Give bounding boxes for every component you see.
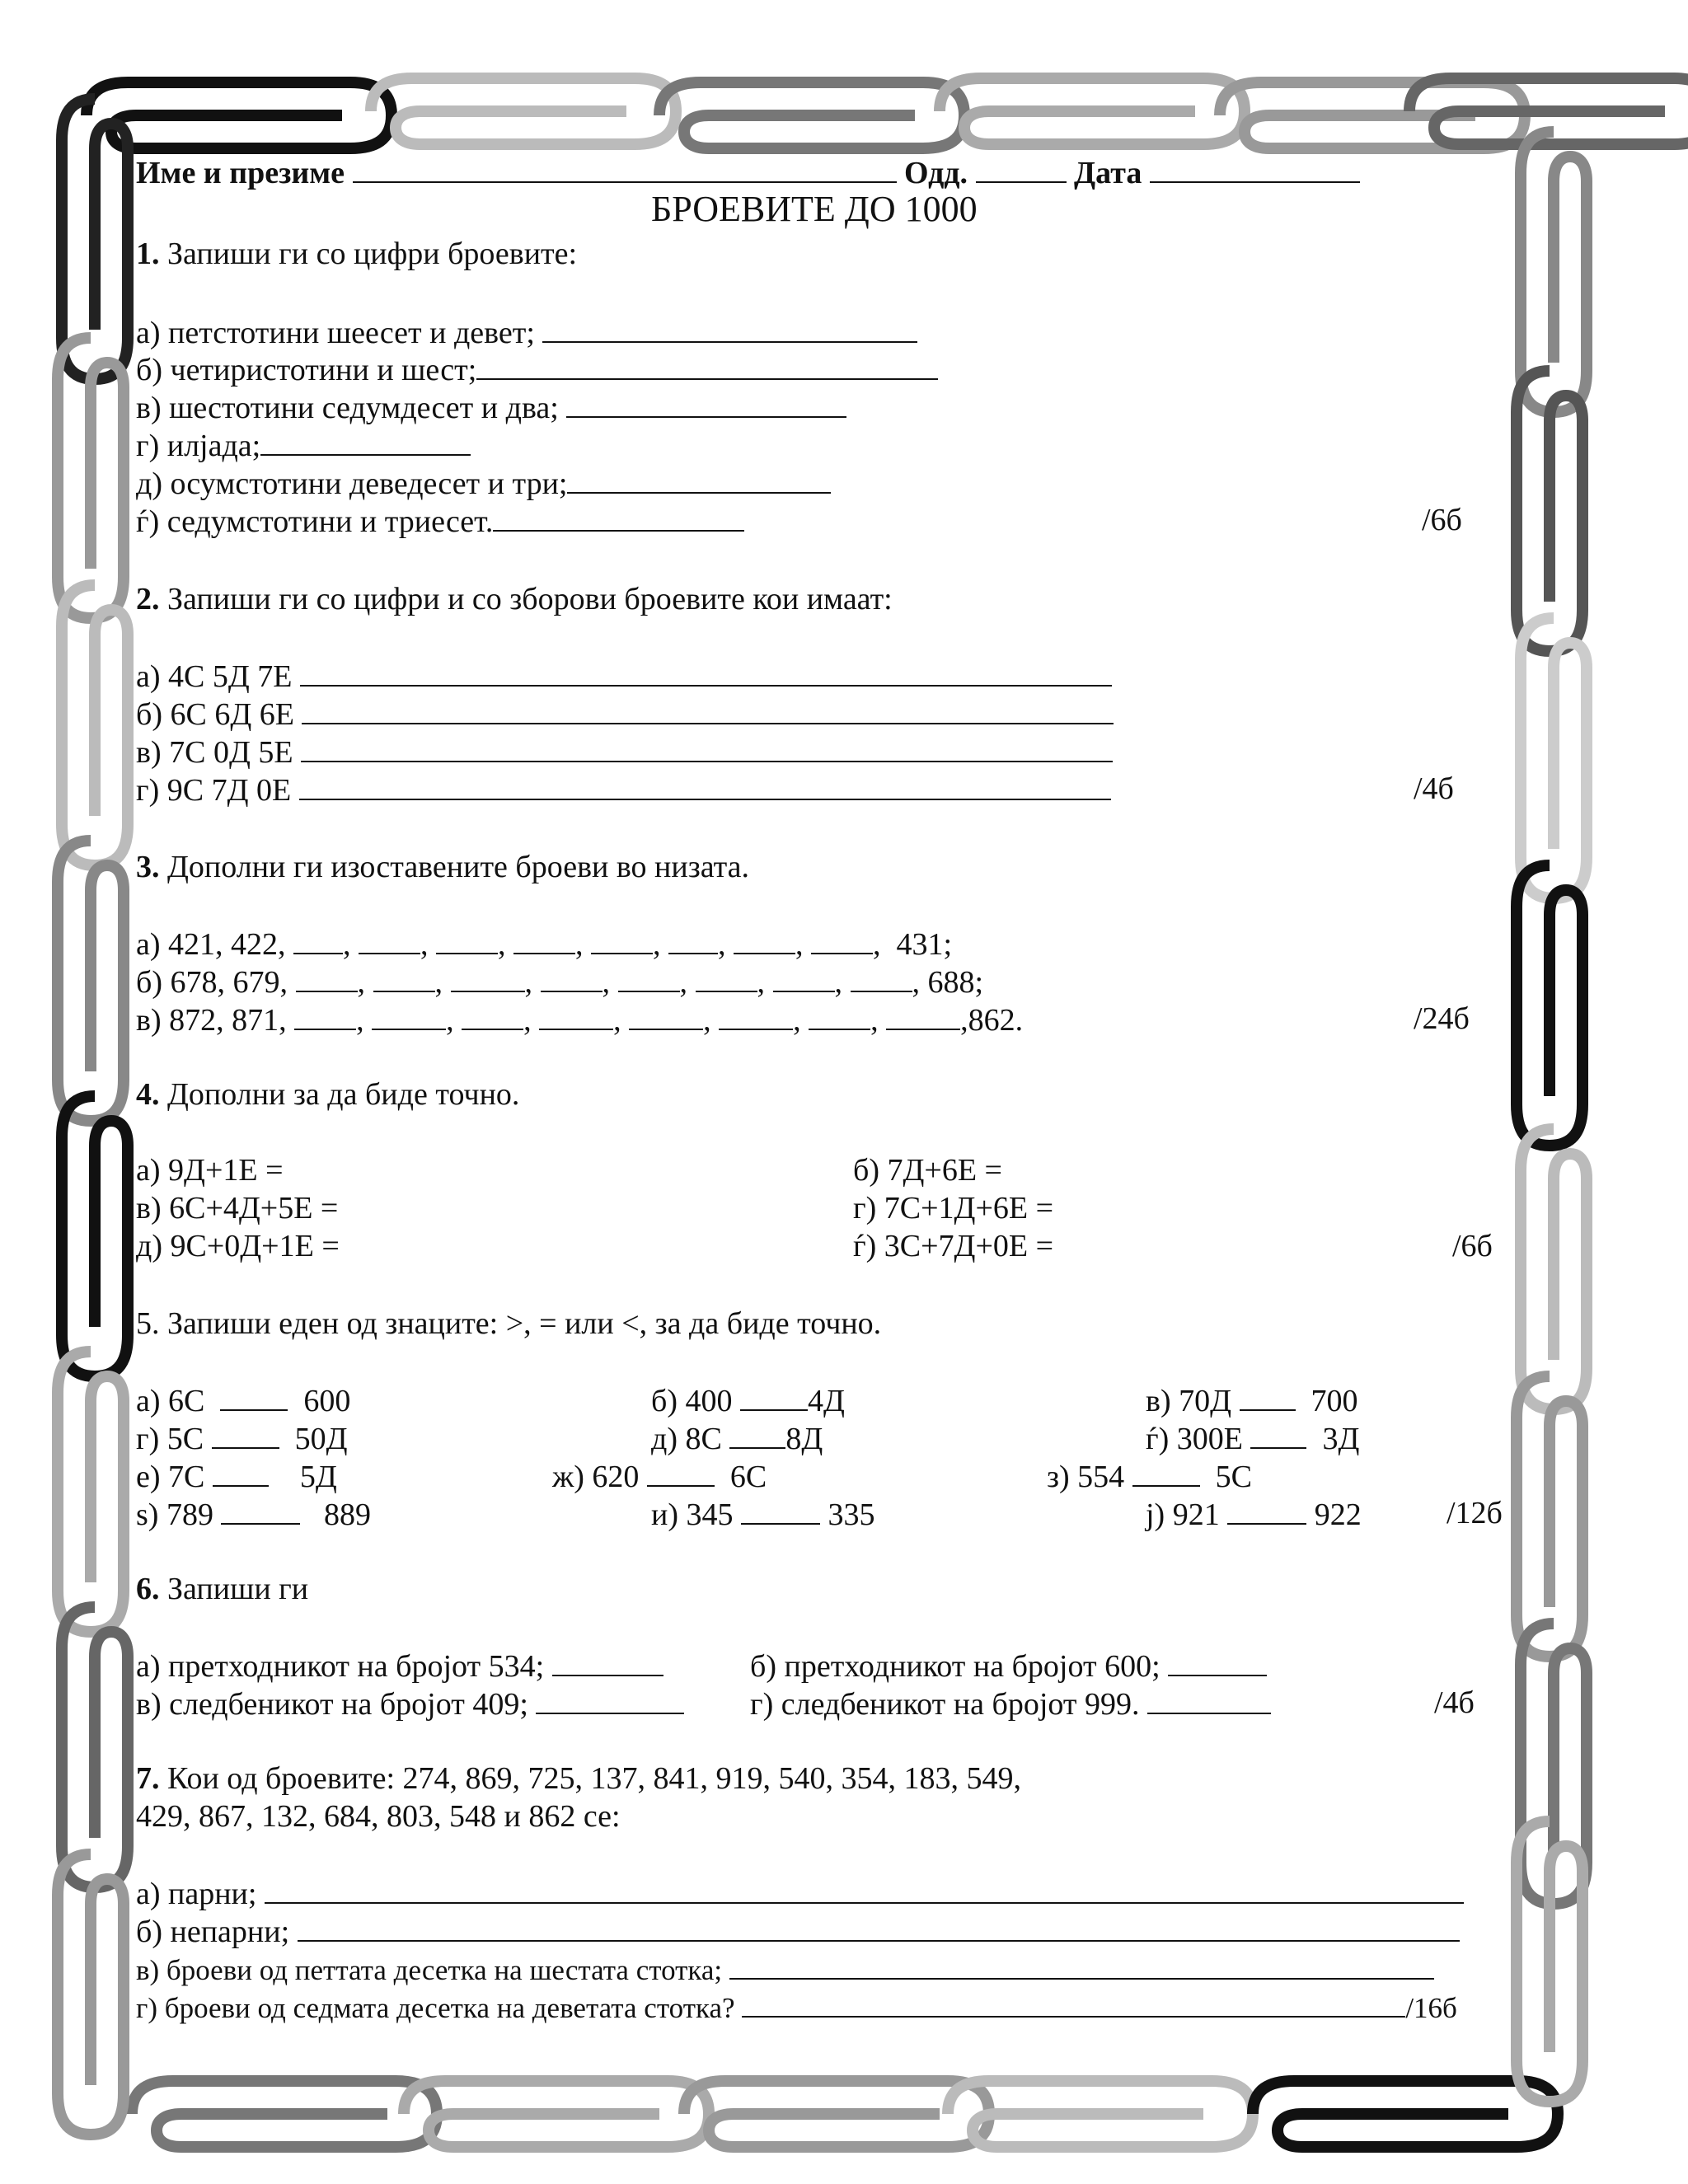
task1-item [136, 388, 846, 426]
sign-blank[interactable] [1240, 1381, 1296, 1411]
task4-left-item: д) 9С+0Д+1Е = [136, 1229, 340, 1263]
answer-blank[interactable] [734, 925, 795, 954]
comparison-item [1047, 1457, 1252, 1495]
comparison-right: 8Д [785, 1422, 823, 1456]
task1-item-label: д) осумстотини деведесет и три; [136, 466, 568, 501]
task7-item [136, 1874, 1464, 1912]
task6-number: 6. [136, 1572, 160, 1606]
date-blank[interactable] [1150, 153, 1360, 183]
task1-item [136, 464, 831, 502]
comparison-right: 335 [828, 1497, 875, 1532]
sequence-start: а) 421, 422, [136, 927, 286, 962]
comparison-left: ј) 921 [1146, 1497, 1220, 1532]
class-label: Одд. [904, 156, 968, 190]
task6-item [136, 1685, 684, 1722]
answer-blank[interactable] [436, 925, 498, 954]
task2-number: 2. [136, 582, 160, 616]
sign-blank[interactable] [647, 1457, 715, 1487]
task6-instruction: Запиши ги [167, 1572, 309, 1606]
sign-blank[interactable] [220, 1381, 288, 1411]
task7-score: /16б [1405, 1992, 1457, 2024]
task1-item-label: г) илјада; [136, 429, 261, 463]
task2-item-label: г) 9С 7Д 0Е [136, 773, 292, 808]
task3-heading [136, 849, 749, 885]
sign-blank[interactable] [1250, 1419, 1306, 1449]
answer-blank[interactable] [811, 925, 873, 954]
task1-heading [136, 236, 577, 272]
task3-row: в) 872, 871, , , , , , , , ,862. [136, 1001, 1023, 1038]
task7-item-label: б) непарни; [136, 1915, 290, 1949]
answer-blank[interactable] [629, 1001, 703, 1030]
date-label: Дата [1074, 156, 1142, 190]
answer-blank[interactable] [1147, 1685, 1271, 1714]
answer-blank[interactable] [729, 1950, 1434, 1980]
task1-item [136, 502, 744, 540]
answer-blank[interactable] [591, 925, 653, 954]
answer-blank[interactable] [719, 1001, 793, 1030]
task7-number: 7. [136, 1761, 160, 1796]
task1-item-label: б) четиристотини и шест; [136, 353, 477, 387]
sequence-end: 688; [927, 965, 984, 1000]
task7-heading [136, 1760, 1021, 1797]
sign-blank[interactable] [741, 1495, 820, 1525]
task2-heading [136, 581, 893, 617]
task1-item-label: а) петстотини шеесет и девет; [136, 316, 535, 350]
task7-item [136, 1988, 1457, 2027]
task2-item [136, 695, 1114, 733]
answer-blank[interactable] [298, 1912, 1460, 1942]
task7-item-label: а) парни; [136, 1877, 257, 1911]
task6-item-label: б) претходникот на бројот 600; [750, 1649, 1160, 1684]
comparison-right: 50Д [294, 1422, 348, 1456]
task2-item [136, 733, 1113, 771]
answer-blank[interactable] [513, 925, 575, 954]
task1-item-label: ѓ) седумстотини и триесет. [136, 504, 494, 539]
task4-score: /6б [1452, 1229, 1493, 1263]
sign-blank[interactable] [221, 1495, 300, 1525]
task4-right-item: г) 7С+1Д+6Е = [853, 1191, 1054, 1226]
comparison-right: 3Д [1322, 1422, 1360, 1456]
answer-blank[interactable] [372, 1001, 446, 1030]
answer-blank[interactable] [359, 925, 420, 954]
task4-left-item: в) 6С+4Д+5Е = [136, 1191, 339, 1226]
task1-item [136, 350, 938, 388]
comparison-left: ж) 620 [552, 1460, 640, 1494]
answer-blank[interactable] [296, 963, 358, 992]
answer-blank[interactable] [462, 1001, 523, 1030]
task1-instruction: Запиши ги со цифри броевите: [167, 237, 578, 271]
task1-number: 1. [136, 237, 160, 271]
comparison-item [651, 1381, 845, 1419]
sequence-end: 862. [968, 1003, 1024, 1038]
sign-blank[interactable] [1227, 1495, 1306, 1525]
task2-item [136, 657, 1112, 695]
task4-right-item: ѓ) 3С+7Д+0Е = [853, 1229, 1054, 1263]
task4-heading [136, 1076, 519, 1113]
task6-heading [136, 1571, 308, 1607]
answer-blank[interactable] [566, 388, 846, 418]
answer-blank[interactable] [696, 963, 757, 992]
task6-item [750, 1647, 1267, 1685]
page-title: БРОЕВИТЕ ДО 1000 [651, 189, 978, 229]
task1-item [136, 313, 917, 351]
answer-blank[interactable] [300, 657, 1112, 687]
task1-item-label: в) шестотини седумдесет и два; [136, 391, 559, 425]
header-line [136, 153, 1360, 191]
answer-blank[interactable] [567, 464, 831, 494]
task1-score: /6б [1422, 503, 1462, 537]
task4-right-item: б) 7Д+6Е = [853, 1153, 1002, 1188]
name-label: Име и презиме [136, 156, 345, 190]
comparison-right: 4Д [808, 1384, 845, 1418]
comparison-right: 5С [1215, 1460, 1253, 1494]
task3-number: 3. [136, 850, 160, 884]
task6-item [750, 1685, 1271, 1722]
class-blank[interactable] [976, 153, 1067, 183]
answer-blank[interactable] [886, 1001, 960, 1030]
comparison-left: а) 6С [136, 1384, 205, 1418]
answer-blank[interactable] [299, 771, 1111, 800]
task4-left-item: а) 9Д+1Е = [136, 1153, 284, 1188]
task2-item-label: б) 6С 6Д 6Е [136, 697, 294, 732]
task3-instruction: Дополни ги изоставените броеви во низата. [167, 850, 750, 884]
sequence-start: в) 872, 871, [136, 1003, 287, 1038]
comparison-item [1146, 1419, 1359, 1457]
comparison-left: ѕ) 789 [136, 1497, 213, 1532]
answer-blank[interactable] [742, 1988, 1405, 2018]
sign-blank[interactable] [1132, 1457, 1200, 1487]
comparison-item [1146, 1381, 1358, 1419]
comparison-item [651, 1419, 823, 1457]
sequence-start: б) 678, 679, [136, 965, 288, 1000]
comparison-right: 5Д [299, 1460, 337, 1494]
comparison-right: 600 [303, 1384, 351, 1418]
answer-blank[interactable] [451, 963, 525, 992]
comparison-right: 700 [1311, 1384, 1358, 1418]
comparison-item [651, 1495, 875, 1533]
task3-row: а) 421, 422, , , , , , , , , 431; [136, 925, 952, 963]
task3-row: б) 678, 679, , , , , , , , , 688; [136, 963, 983, 1001]
task5-score: /12б [1447, 1496, 1503, 1530]
task7-item [136, 1912, 1460, 1950]
comparison-item [1146, 1495, 1362, 1533]
comparison-item [136, 1419, 348, 1457]
answer-blank[interactable] [293, 925, 343, 954]
answer-blank[interactable] [260, 426, 471, 456]
task6-item [136, 1647, 663, 1685]
task2-instruction: Запиши ги со цифри и со зборови броевите кои имаат: [167, 582, 893, 616]
comparison-right: 889 [323, 1497, 371, 1532]
answer-blank[interactable] [552, 1647, 663, 1676]
answer-blank[interactable] [536, 1685, 684, 1714]
task2-score: /4б [1414, 771, 1454, 806]
sign-blank[interactable] [729, 1419, 785, 1449]
task6-item-label: а) претходникот на бројот 534; [136, 1649, 545, 1684]
task6-item-label: г) следбеникот на бројот 999. [750, 1687, 1140, 1722]
comparison-item [136, 1495, 371, 1533]
answer-blank[interactable] [773, 963, 835, 992]
task6-score: /4б [1434, 1685, 1475, 1720]
name-blank[interactable] [353, 153, 897, 183]
answer-blank[interactable] [851, 963, 912, 992]
answer-blank[interactable] [373, 963, 435, 992]
task6-item-label: в) следбеникот на бројот 409; [136, 1687, 528, 1722]
comparison-left: ѓ) 300Е [1146, 1422, 1243, 1456]
task5-instruction: 5. Запиши еден од знаците: >, = или <, за да биде точно. [136, 1306, 882, 1341]
answer-blank[interactable] [301, 733, 1113, 762]
task7-item-label: г) броеви од седмата десетка на деветата стотка? [136, 1992, 735, 2024]
sequence-end: 431; [896, 927, 953, 962]
task7-instruction-line2: 429, 867, 132, 684, 803, 548 и 862 се: [136, 1799, 621, 1834]
answer-blank[interactable] [265, 1874, 1464, 1904]
answer-blank[interactable] [302, 695, 1114, 724]
task7-instruction-line1: Кои од броевите: 274, 869, 725, 137, 841, 919, 540, 354, 183, 549, [167, 1761, 1022, 1796]
task2-item-label: а) 4С 5Д 7Е [136, 659, 293, 694]
answer-blank[interactable] [1168, 1647, 1267, 1676]
sign-blank[interactable] [212, 1419, 279, 1449]
comparison-item [136, 1457, 337, 1495]
comparison-right: 6С [729, 1460, 767, 1494]
task4-instruction: Дополни за да биде точно. [167, 1077, 520, 1112]
answer-blank[interactable] [668, 925, 718, 954]
comparison-item [136, 1381, 350, 1419]
task2-item-label: в) 7С 0Д 5Е [136, 735, 293, 770]
comparison-left: г) 5С [136, 1422, 204, 1456]
task3-score: /24б [1414, 1001, 1470, 1036]
answer-blank[interactable] [618, 963, 680, 992]
task7-item-label: в) броеви од петтата десетка на шестата стотка; [136, 1954, 723, 1986]
answer-blank[interactable] [809, 1001, 870, 1030]
answer-blank[interactable] [541, 963, 603, 992]
task4-number: 4. [136, 1077, 160, 1112]
answer-blank[interactable] [539, 1001, 613, 1030]
comparison-left: д) 8С [651, 1422, 722, 1456]
sign-blank[interactable] [740, 1381, 808, 1411]
comparison-left: з) 554 [1047, 1460, 1125, 1494]
task2-item [136, 771, 1111, 808]
answer-blank[interactable] [294, 1001, 356, 1030]
sign-blank[interactable] [213, 1457, 269, 1487]
comparison-left: в) 70Д [1146, 1384, 1232, 1418]
answer-blank[interactable] [542, 313, 917, 343]
task1-item [136, 426, 471, 464]
task7-item [136, 1950, 1434, 1989]
comparison-right: 922 [1314, 1497, 1362, 1532]
answer-blank[interactable] [476, 350, 938, 380]
answer-blank[interactable] [493, 502, 744, 532]
comparison-left: и) 345 [651, 1497, 734, 1532]
comparison-item [552, 1457, 767, 1495]
comparison-left: б) 400 [651, 1384, 733, 1418]
comparison-left: е) 7С [136, 1460, 205, 1494]
